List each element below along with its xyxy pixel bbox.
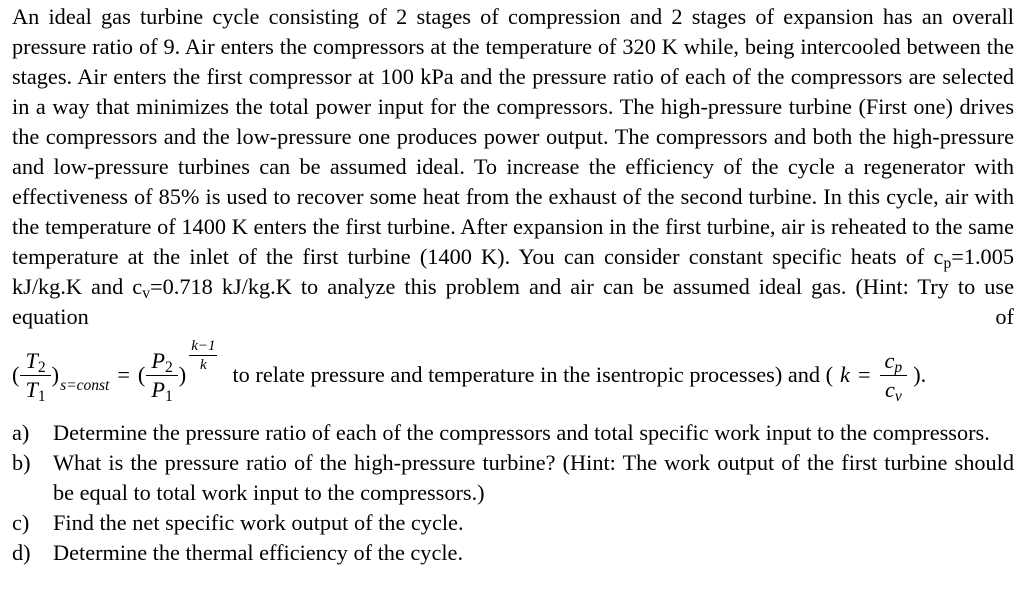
entropy-constant-subscript: s=const <box>60 377 110 395</box>
paragraph-text-part2: =1.005 kJ/kg.K and c <box>12 244 1014 299</box>
lhs-close-paren: ) <box>51 362 60 387</box>
k-definition-term <box>840 348 908 403</box>
question-b <box>12 448 1014 508</box>
exponent-numerator: k−1 <box>191 337 216 354</box>
cp-subscript: p <box>943 254 952 272</box>
question-a-label: a) <box>12 420 30 445</box>
question-b-label: b) <box>12 450 31 475</box>
question-c-label: c) <box>12 510 30 535</box>
exponent-denominator: k <box>200 356 207 373</box>
rhs-close-paren: ) <box>178 362 187 387</box>
k-equals-sign: = <box>857 362 871 387</box>
paragraph-text-part3: =0.718 kJ/kg.K to analyze this problem and air can be assumed ideal gas. (Hint: Try to use equation of <box>12 274 1015 329</box>
equals-sign: = <box>117 362 130 387</box>
paragraph-text-part1: An ideal gas turbine cycle consisting of 2 stages of compression and 2 stages of expansion has an overall pressure ratio of 9. Air enters the compressors at the temperature of 320 K while, being intercooled between the stages. Air enters the first compressor at 100 kPa and the pressure ratio of each of the compressors are selected in a way that minimizes the total power input for the compressors. The high-pressure turbine (First one) drives the compressors and the low-pressure one produces power output. The compressors and both the high-pressure and low-pressure turbines can be assumed ideal. To increase the efficiency of the cycle a regenerator with effectiveness of 85% is used to recover some heat from the exhaust of the second turbine. In this cycle, air with the temperature of 1400 K enters the first turbine. After expansion in the first turbine, air is reheated to the same temperature at the inlet of the first turbine (1400 K). You can consider constant specific heats of c <box>12 4 1014 269</box>
rhs-open-paren: ( <box>137 362 146 387</box>
specific-heats-fraction <box>880 348 908 403</box>
pressure-fraction-numerator: $P_2$ <box>146 348 177 376</box>
isentropic-relation-equation-line <box>12 332 1014 418</box>
temperature-fraction-numerator: $T_2$ <box>20 348 50 376</box>
lhs-open-paren: ( <box>12 362 20 387</box>
cv-denominator: $c_v$ <box>884 376 902 405</box>
pressure-fraction <box>146 348 177 403</box>
question-c <box>12 508 1014 538</box>
question-a-text: Determine the pressure ratio of each of the compressors and total specific work input to the compressors. <box>53 420 990 445</box>
temperature-fraction <box>20 348 50 403</box>
k-variable: k <box>840 362 850 387</box>
cp-numerator: $c_p$ <box>880 348 908 376</box>
question-d-text: Determine the thermal efficiency of the cycle. <box>53 540 464 565</box>
question-c-text: Find the net specific work output of the cycle. <box>53 510 464 535</box>
question-b-text: What is the pressure ratio of the high-pressure turbine? (Hint: The work output of the first turbine should be equal to total work input to the compressors.) <box>53 450 1014 505</box>
equation-tail-text: to relate pressure and temperature in the isentropic processes) and ( <box>232 362 834 387</box>
problem-paragraph <box>12 2 1014 332</box>
question-d-label: d) <box>12 540 31 565</box>
question-a <box>12 418 1014 448</box>
cv-subscript: v <box>142 284 151 302</box>
pressure-fraction-denominator: $P_1$ <box>151 376 173 405</box>
temperature-ratio-term <box>12 348 109 403</box>
questions-list <box>12 418 1014 568</box>
exponent-fraction <box>189 338 217 373</box>
question-d <box>12 538 1014 568</box>
temperature-fraction-denominator: $T_1$ <box>25 376 46 405</box>
pressure-ratio-term <box>137 337 218 405</box>
equation-closing-text: ). <box>913 362 927 387</box>
